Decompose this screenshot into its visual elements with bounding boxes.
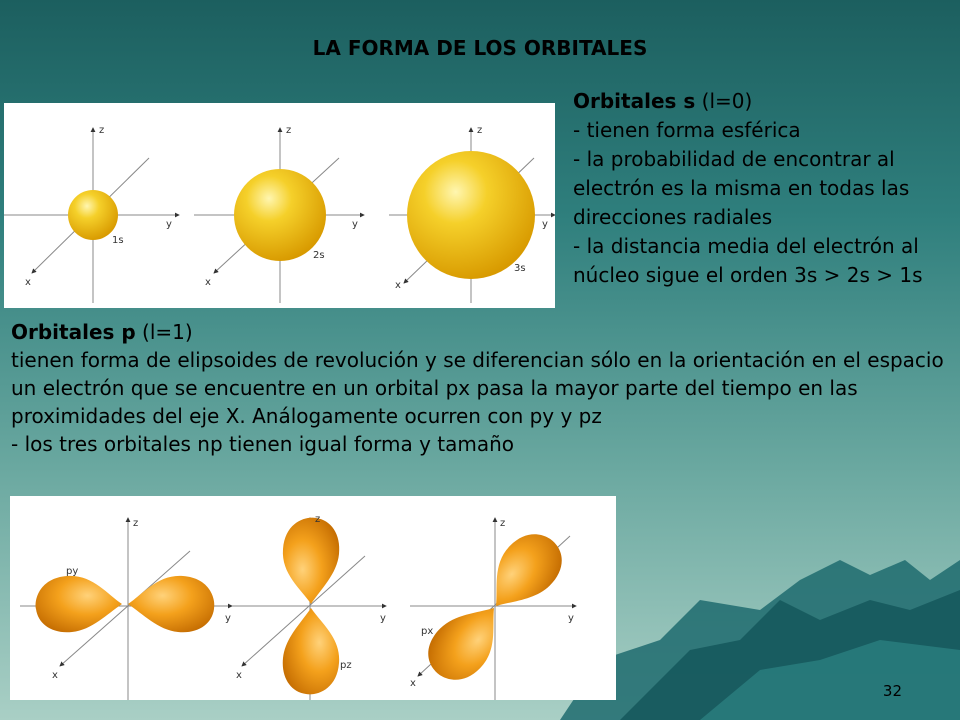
svg-text:y: y: [568, 613, 574, 624]
p-heading: Orbitales p (l=1): [11, 320, 193, 344]
svg-text:z: z: [286, 125, 292, 136]
s-heading: Orbitales s (l=0): [573, 89, 753, 113]
svg-text:z: z: [99, 125, 105, 136]
orbital-px-diagram: [410, 518, 576, 700]
svg-text:x: x: [236, 670, 242, 681]
svg-text:2s: 2s: [313, 250, 325, 261]
s-orbitals-description: [573, 87, 953, 290]
p-line-1: tienen forma de elipsoides de revolución y se diferencian sólo en la orientación en el espacio: [11, 348, 944, 372]
svg-text:pz: pz: [340, 660, 352, 671]
svg-text:1s: 1s: [112, 235, 124, 246]
svg-text:y: y: [166, 219, 172, 230]
s-line-1: - tienen forma esférica: [573, 118, 801, 142]
svg-text:x: x: [52, 670, 58, 681]
slide-title: LA FORMA DE LOS ORBITALES: [312, 36, 648, 60]
orbital-3s-sphere: [407, 151, 535, 279]
orbital-py-diagram: [20, 518, 232, 700]
orbital-1s-sphere: [68, 190, 118, 240]
svg-text:y: y: [352, 219, 358, 230]
svg-text:z: z: [133, 518, 139, 529]
svg-text:y: y: [380, 613, 386, 624]
orbital-1s-diagram: [4, 125, 179, 303]
orbital-2s-diagram: [194, 125, 364, 303]
svg-text:3s: 3s: [514, 263, 526, 274]
orbital-pz-diagram: [232, 514, 386, 700]
orbital-3s-diagram: [389, 125, 555, 303]
s-orbitals-figure: [4, 103, 555, 308]
orbital-2s-sphere: [234, 169, 326, 261]
svg-text:z: z: [500, 518, 506, 529]
svg-text:x: x: [395, 280, 401, 291]
svg-text:py: py: [66, 566, 79, 577]
p-line-2: un electrón que se encuentre en un orbital px pasa la mayor parte del tiempo en las proximidades del eje X. Análogamente ocurren con py y pz: [11, 376, 871, 428]
svg-text:x: x: [410, 678, 416, 689]
svg-text:z: z: [315, 514, 321, 525]
s-line-2: - la probabilidad de encontrar al electrón es la misma en todas las direcciones radiales: [573, 147, 916, 229]
svg-text:y: y: [225, 613, 231, 624]
svg-text:px: px: [421, 626, 434, 637]
svg-text:y: y: [542, 219, 548, 230]
s-line-3: - la distancia media del electrón al núcleo sigue el orden 3s > 2s > 1s: [573, 234, 926, 287]
p-orbitals-description: [11, 318, 956, 458]
p-orbitals-figure: [10, 496, 616, 700]
svg-text:x: x: [25, 277, 31, 288]
svg-text:z: z: [477, 125, 483, 136]
svg-text:x: x: [205, 277, 211, 288]
page-number: 32: [882, 682, 902, 700]
p-line-3: - los tres orbitales np tienen igual forma y tamaño: [11, 432, 515, 456]
